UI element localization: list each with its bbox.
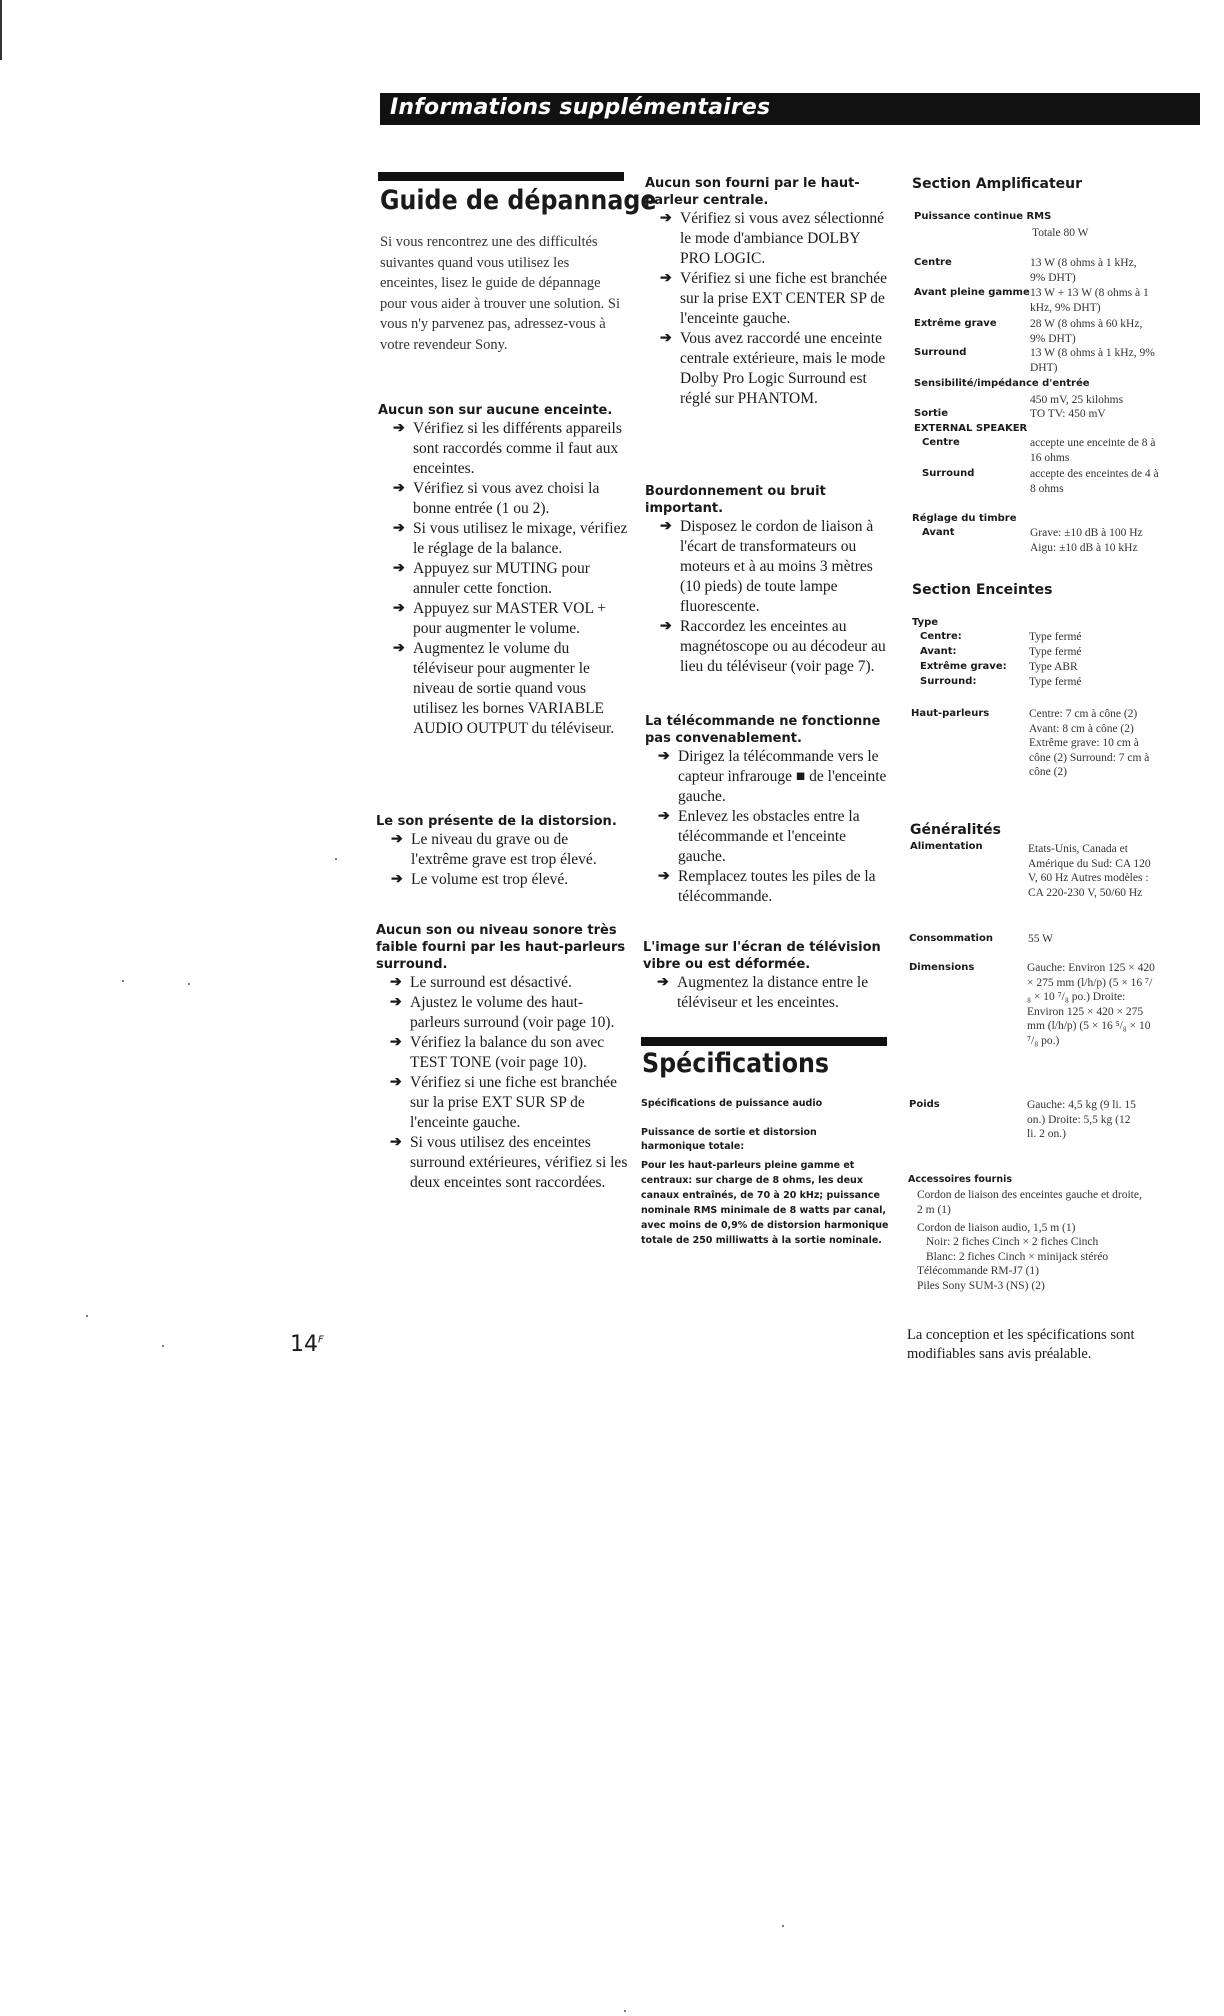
general-section-heading: Généralités (910, 822, 1001, 838)
spec-label: Consommation (909, 933, 993, 944)
audio-power-heading: Spécifications de puissance audio (641, 1098, 823, 1109)
scan-speck (188, 983, 190, 985)
list-item: ➔ Si vous utilisez des enceintes surround extérieures, vérifiez si les deux enceintes sont raccordées. (390, 1134, 628, 1191)
problem-block (643, 939, 891, 1013)
rms-label: Puissance continue RMS (914, 211, 1052, 222)
spec-value: Etats-Unis, Canada et Amérique du Sud: CA 120 V, 60 Hz Autres modèles : CA 220-230 V, 50/60 Hz (1028, 843, 1151, 899)
spec-label: Alimentation (910, 841, 983, 852)
arrow-icon: ➔ (391, 872, 403, 887)
problem-block (376, 813, 628, 890)
accessory-item: Télécommande RM-J7 (1) (917, 1265, 1039, 1277)
list-item: ➔ Appuyez sur MUTING pour annuler cette fonction. (393, 560, 590, 597)
arrow-icon: ➔ (390, 1075, 402, 1090)
list-item: ➔ Raccordez les enceintes au magnétoscope ou au décodeur au lieu du téléviseur (voir page 7). (660, 618, 886, 675)
output-power-heading: Puissance de sortie et distorsion harmonique totale: (641, 1127, 817, 1152)
list-item: ➔ Vérifiez si vous avez sélectionné le mode d'ambiance DOLBY PRO LOGIC. (660, 210, 884, 267)
type-label: Type (912, 617, 939, 628)
list-item: ➔ Vérifiez si vous avez choisi la bonne entrée (1 ou 2). (393, 480, 600, 517)
list-item: ➔ Vérifiez si une fiche est branchée sur la prise EXT SUR SP de l'enceinte gauche. (390, 1074, 617, 1131)
output-power-text: Pour les haut-parleurs pleine gamme et centraux: sur charge de 8 ohms, les deux canaux entraînés, de 70 à 20 kHz; puissance nominale RMS minimale de 8 watts par canal, avec moins de 0,9% de distorsion harmonique totale de 250 milliwatts à la sortie nominale. (641, 1160, 889, 1246)
spec-value: 13 W (8 ohms à 1 kHz, 9% DHT) (1030, 347, 1155, 374)
spec-label: Avant: (920, 646, 957, 657)
speakers-label: Haut-parleurs (911, 708, 990, 719)
arrow-icon: ➔ (393, 561, 405, 576)
accessory-item: Cordon de liaison des enceintes gauche et droite, 2 m (1) (917, 1189, 1142, 1216)
arrow-icon: ➔ (660, 519, 672, 534)
arrow-icon: ➔ (658, 869, 670, 884)
arrow-icon: ➔ (658, 749, 670, 764)
problem-block (645, 175, 891, 409)
accessory-item: Blanc: 2 fiches Cinch × minijack stéréo (926, 1251, 1109, 1263)
tone-value: Grave: ±10 dB à 100 Hz Aigu: ±10 dB à 10 kHz (1030, 527, 1143, 554)
tone-label: Réglage du timbre (912, 513, 1017, 524)
speakers-value: Centre: 7 cm à cône (2) Avant: 8 cm à cône (2) Extrême grave: 10 cm à cône (2) Surround: 7 cm à cône (2) (1029, 708, 1150, 778)
list-item: ➔ Augmentez la distance entre le téléviseur et les enceintes. (657, 974, 869, 1011)
problem-heading: La télécommande ne fonctionne pas convenablement. (645, 714, 881, 746)
list-item: ➔ Vous avez raccordé une enceinte centrale extérieure, mais le mode Dolby Pro Logic Surround est réglé sur PHANTOM. (660, 330, 886, 407)
spec-label: Centre: (920, 631, 962, 642)
spec-change-note: La conception et les spécifications sont modifiables sans avis préalable. (907, 1327, 1135, 1362)
arrow-icon: ➔ (658, 809, 670, 824)
arrow-icon: ➔ (393, 601, 405, 616)
list-item: ➔ Le volume est trop élevé. (391, 871, 569, 888)
problem-heading: Aucun son sur aucune enceinte. (378, 403, 613, 418)
sensitivity-label: Sensibilité/impédance d'entrée (914, 378, 1090, 389)
spec-value: Gauche: 4,5 kg (9 li. 15 on.) Droite: 5,5 kg (12 li. 2 on.) (1027, 1099, 1136, 1140)
spec-value: 55 W (1028, 933, 1054, 945)
list-item: ➔ Appuyez sur MASTER VOL + pour augmenter le volume. (393, 600, 607, 637)
arrow-icon: ➔ (660, 619, 672, 634)
problem-block (645, 713, 891, 907)
problem-block (378, 402, 628, 739)
accessory-item: Piles Sony SUM-3 (NS) (2) (917, 1280, 1045, 1292)
troubleshooting-intro: Si vous rencontrez une des difficultés suivantes quand vous utilisez les enceintes, lisez le guide de dépannage pour vous aider à trouver une solution. Si vous n'y parvenez pas, adressez-vous à votre revendeur Sony. (380, 234, 621, 353)
spec-value: Type ABR (1029, 661, 1078, 673)
list-item: ➔ Le niveau du grave ou de l'extrême grave est trop élevé. (391, 831, 597, 868)
spec-value: accepte des enceintes de 4 à 8 ohms (1030, 468, 1159, 495)
arrow-icon: ➔ (660, 271, 672, 286)
spec-label: Surround: (920, 676, 977, 687)
arrow-icon: ➔ (660, 211, 672, 226)
amp-section-heading: Section Amplificateur (912, 176, 1083, 192)
scan-speck (782, 1925, 784, 1927)
page-number: $14^F$ (290, 1332, 324, 1357)
spec-value: 28 W (8 ohms à 60 kHz, 9% DHT) (1030, 318, 1143, 345)
spec-value: Type fermé (1029, 676, 1082, 688)
tone-sub-label: Avant (922, 527, 955, 538)
problem-heading: Aucun son ou niveau sonore très faible fourni par les haut-parleurs surround. (376, 923, 626, 972)
scan-speck (335, 858, 337, 860)
arrow-icon: ➔ (393, 481, 405, 496)
spec-value: 13 W + 13 W (8 ohms à 1 kHz, 9% DHT) (1030, 287, 1149, 314)
arrow-icon: ➔ (390, 1135, 402, 1150)
spec-label: Avant pleine gamme (914, 287, 1030, 298)
list-item: ➔ Vérifiez si une fiche est branchée sur la prise EXT CENTER SP de l'enceinte gauche. (660, 270, 887, 327)
problem-heading: L'image sur l'écran de télévision vibre ou est déformée. (643, 940, 881, 972)
list-item: ➔ Ajustez le volume des haut-parleurs surround (voir page 10). (390, 994, 615, 1031)
spec-value: Type fermé (1029, 646, 1082, 658)
speakers-section-heading: Section Enceintes (912, 582, 1053, 598)
accessory-item: Cordon de liaison audio, 1,5 m (1) (917, 1222, 1076, 1234)
section-header-title: Informations supplémentaires (390, 95, 771, 120)
arrow-icon: ➔ (390, 975, 402, 990)
arrow-icon: ➔ (390, 1035, 402, 1050)
problem-block (645, 483, 891, 677)
spec-label: Dimensions (909, 962, 975, 973)
scan-edge-mark (0, 0, 2, 60)
accessory-item: Noir: 2 fiches Cinch × 2 fiches Cinch (926, 1236, 1099, 1248)
output-label: Sortie (914, 408, 948, 419)
output-value: TO TV: 450 mV (1030, 408, 1106, 420)
title-rule (378, 172, 624, 181)
external-speaker-label: EXTERNAL SPEAKER (914, 423, 1028, 434)
list-item: ➔ Remplacez toutes les piles de la télécommande. (658, 868, 876, 905)
scan-speck (86, 1315, 88, 1317)
spec-label: Extrême grave (914, 318, 997, 329)
spec-label: Centre (914, 257, 952, 268)
arrow-icon: ➔ (393, 521, 405, 536)
specs-rule (641, 1037, 887, 1046)
spec-value: Type fermé (1029, 631, 1082, 643)
list-item: ➔ Enlevez les obstacles entre la télécommande et l'enceinte gauche. (658, 808, 860, 865)
specifications-title: Spécifications (642, 1048, 830, 1079)
list-item: ➔ Si vous utilisez le mixage, vérifiez le réglage de la balance. (393, 520, 628, 557)
spec-value: Gauche: Environ 125 × 420 × 275 mm (l/h/p) (5 × 16 ⁷/₈ × 10 ⁷/₈ po.) Droite: Environ 125 × 420 × 275 mm (l/h/p) (5 × 16 ⁵/₈ × 10 ⁷/₈ po.) (1027, 962, 1155, 1047)
troubleshooting-title: Guide de dépannage (380, 185, 657, 216)
arrow-icon: ➔ (393, 641, 405, 656)
spec-value: accepte une enceinte de 8 à 16 ohms (1030, 437, 1156, 464)
spec-label: Extrême grave: (920, 661, 1007, 672)
arrow-icon: ➔ (391, 832, 403, 847)
problem-heading: Aucun son fourni par le haut-parleur centrale. (645, 176, 860, 208)
arrow-icon: ➔ (390, 995, 402, 1010)
list-item: ➔ Le surround est désactivé. (390, 974, 572, 991)
scan-speck (122, 980, 124, 982)
list-item: ➔ Vérifiez la balance du son avec TEST TONE (voir page 10). (390, 1034, 605, 1071)
accessories-heading: Accessoires fournis (908, 1174, 1013, 1185)
spec-label: Centre (922, 437, 960, 448)
scan-speck (162, 1345, 164, 1347)
list-item: ➔ Disposez le cordon de liaison à l'écart de transformateurs ou moteurs et à au moins 3 mètres (10 pieds) de toute lampe fluorescente. (660, 518, 874, 615)
problem-heading: Le son présente de la distorsion. (376, 814, 617, 829)
spec-value: 13 W (8 ohms à 1 kHz, 9% DHT) (1030, 257, 1137, 284)
sensitivity-value: 450 mV, 25 kilohms (1030, 394, 1124, 406)
list-item: ➔ Augmentez le volume du téléviseur pour augmenter le niveau de sortie quand vous utilisez les bornes VARIABLE AUDIO OUTPUT du téléviseur. (393, 640, 615, 737)
arrow-icon: ➔ (393, 421, 405, 436)
arrow-icon: ➔ (660, 331, 672, 346)
scan-speck (624, 2010, 626, 2012)
list-item: ➔ Dirigez la télécommande vers le capteur infrarouge ■ de l'enceinte gauche. (658, 748, 887, 805)
list-item: ➔ Vérifiez si les différents appareils sont raccordés comme il faut aux enceintes. (393, 420, 622, 477)
spec-label: Surround (914, 347, 967, 358)
spec-label: Poids (909, 1099, 940, 1110)
arrow-icon: ➔ (657, 975, 669, 990)
spec-label: Surround (922, 468, 975, 479)
problem-heading: Bourdonnement ou bruit important. (645, 484, 826, 516)
problem-block (376, 922, 628, 1193)
rms-total: Totale 80 W (1032, 227, 1089, 239)
